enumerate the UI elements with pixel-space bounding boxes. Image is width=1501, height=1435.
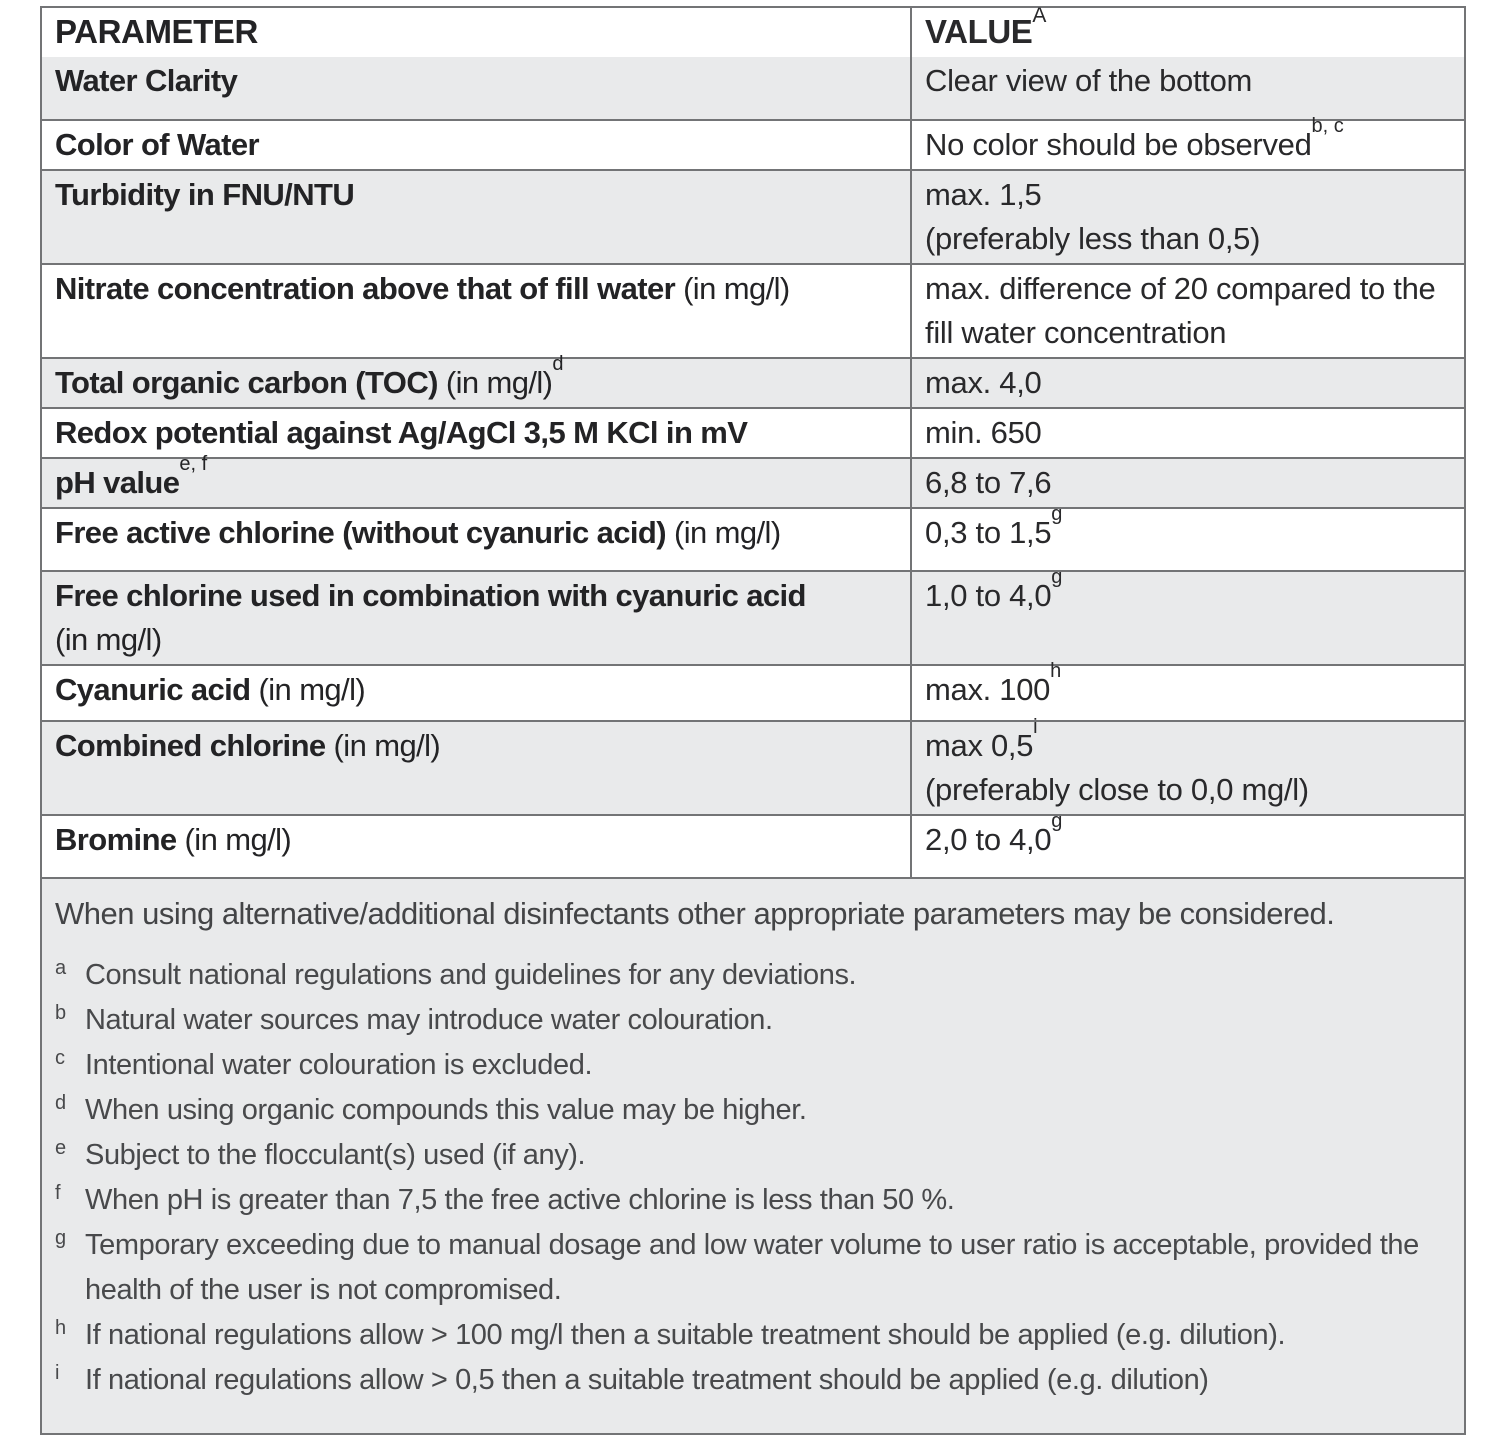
parameter-cell bbox=[42, 121, 910, 169]
value-text: 1,0 to 4,0 bbox=[925, 578, 1052, 613]
value-line bbox=[925, 715, 1454, 768]
parameter-cell bbox=[42, 452, 910, 507]
value-cell bbox=[910, 57, 1464, 119]
table-row bbox=[42, 565, 1464, 664]
value-line bbox=[925, 659, 1454, 712]
value-line bbox=[925, 361, 1454, 405]
parameter-unit: (in mg/l) bbox=[55, 622, 162, 657]
footnote bbox=[55, 1088, 1440, 1133]
footnote-mark: a bbox=[55, 957, 66, 979]
parameter-unit: (in mg/l) bbox=[176, 822, 292, 857]
value-text: (preferably close to 0,0 mg/l) bbox=[925, 772, 1309, 807]
parameter-name: Nitrate concentration above that of fill water bbox=[55, 271, 676, 306]
table-row bbox=[42, 452, 1464, 507]
parameter-name: Total organic carbon (TOC) bbox=[55, 365, 438, 400]
footnote bbox=[55, 1133, 1440, 1178]
parameter-unit: (in mg/l) bbox=[250, 672, 366, 707]
footnote-ref: h bbox=[1050, 659, 1062, 682]
value-cell bbox=[910, 459, 1464, 507]
value-line bbox=[925, 217, 1454, 261]
value-line bbox=[925, 59, 1454, 103]
value-cell bbox=[910, 809, 1464, 877]
parameter-cell bbox=[42, 265, 910, 357]
value-cell bbox=[910, 502, 1464, 570]
table-body bbox=[42, 57, 1464, 877]
value-text: max. difference of 20 compared to the fill water concentration bbox=[925, 271, 1436, 350]
value-cell bbox=[910, 659, 1464, 720]
footnote-mark: c bbox=[55, 1047, 65, 1069]
table-row bbox=[42, 169, 1464, 263]
value-text: (preferably less than 0,5) bbox=[925, 221, 1261, 256]
parameter-cell bbox=[42, 572, 910, 664]
table-row bbox=[42, 715, 1464, 814]
value-text: max. 100 bbox=[925, 672, 1051, 707]
footnote-text: When pH is greater than 7,5 the free active chlorine is less than 50 %. bbox=[85, 1184, 955, 1216]
water-parameter-table bbox=[40, 3, 1466, 1435]
parameter-name: Bromine bbox=[55, 822, 177, 857]
footnote bbox=[55, 1313, 1440, 1358]
footnote-text: Temporary exceeding due to manual dosage and low water volume to user ratio is acceptable, provided the health of the user is not compromised. bbox=[85, 1229, 1419, 1306]
footnote-text: Consult national regulations and guidelines for any deviations. bbox=[85, 959, 857, 991]
value-text: max. 4,0 bbox=[925, 365, 1042, 400]
value-text: max 0,5 bbox=[925, 728, 1034, 763]
parameter-cell bbox=[42, 57, 910, 119]
parameter-cell bbox=[42, 722, 910, 814]
parameter-unit: (in mg/l) bbox=[675, 271, 790, 306]
table-row bbox=[42, 352, 1464, 407]
value-text: 6,8 to 7,6 bbox=[925, 465, 1052, 500]
parameter-name: Cyanuric acid bbox=[55, 672, 251, 707]
footnote-text: Intentional water colouration is excluded. bbox=[85, 1049, 593, 1081]
footnote-ref: g bbox=[1051, 809, 1063, 832]
value-cell bbox=[910, 565, 1464, 664]
parameter-unit: (in mg/l) bbox=[666, 515, 781, 550]
value-line bbox=[925, 173, 1454, 217]
value-text: min. 650 bbox=[925, 415, 1042, 450]
value-line bbox=[925, 411, 1454, 455]
value-line bbox=[925, 114, 1454, 167]
value-text: 0,3 to 1,5 bbox=[925, 515, 1052, 550]
value-cell bbox=[910, 409, 1464, 457]
parameter-name: Free active chlorine (without cyanuric acid) bbox=[55, 515, 666, 550]
value-line bbox=[925, 461, 1454, 505]
footnote bbox=[55, 1358, 1440, 1403]
table-row bbox=[42, 659, 1464, 720]
value-line bbox=[925, 502, 1454, 555]
footnote-text: When using organic compounds this value may be higher. bbox=[85, 1094, 807, 1126]
footnote-list bbox=[55, 953, 1440, 1403]
footnote-mark: g bbox=[55, 1227, 66, 1249]
footnote bbox=[55, 998, 1440, 1043]
table-row bbox=[42, 57, 1464, 119]
footnote bbox=[55, 953, 1440, 998]
table-header-row bbox=[42, 3, 1464, 57]
parameter-name: Combined chlorine bbox=[55, 728, 326, 763]
parameter-cell bbox=[42, 666, 910, 720]
footnote-ref: A bbox=[1032, 3, 1047, 27]
value-text: Clear view of the bottom bbox=[925, 63, 1253, 98]
table-row bbox=[42, 114, 1464, 169]
parameter-name: Redox potential against Ag/AgCl 3,5 M KCl in mV bbox=[55, 415, 748, 450]
footnote-text: Natural water sources may introduce water colouration. bbox=[85, 1004, 773, 1036]
footnote-ref: g bbox=[1051, 565, 1063, 588]
header-value-label: VALUE bbox=[925, 13, 1033, 50]
footnote-intro: When using alternative/additional disinfectants other appropriate parameters may be considered. bbox=[55, 896, 1335, 931]
footnote-mark: b bbox=[55, 1002, 66, 1024]
footnote-ref: g bbox=[1051, 502, 1063, 525]
value-text: max. 1,5 bbox=[925, 177, 1042, 212]
parameter-name: pH value bbox=[55, 465, 180, 500]
parameter-unit: (in mg/l) bbox=[325, 728, 441, 763]
parameter-name: Free chlorine used in combination with cyanuric acid bbox=[55, 578, 806, 613]
table-row bbox=[42, 502, 1464, 570]
table-row bbox=[42, 809, 1464, 877]
footnote-text: If national regulations allow > 0,5 then a suitable treatment should be applied (e.g. dilution) bbox=[85, 1364, 1209, 1396]
footnote-ref: d bbox=[552, 352, 564, 375]
value-line bbox=[925, 768, 1454, 812]
parameter-cell bbox=[42, 509, 910, 570]
value-text: No color should be observed bbox=[925, 127, 1312, 162]
footnote-text: Subject to the flocculant(s) used (if any). bbox=[85, 1139, 586, 1171]
parameter-cell bbox=[42, 352, 910, 407]
footnote bbox=[55, 1043, 1440, 1088]
header-cell-value bbox=[910, 3, 1464, 57]
footnote-ref: i bbox=[1033, 715, 1038, 738]
value-cell bbox=[910, 114, 1464, 169]
parameter-cell bbox=[42, 171, 910, 263]
value-cell bbox=[910, 265, 1464, 357]
value-cell bbox=[910, 171, 1464, 263]
parameter-name: Water Clarity bbox=[55, 63, 238, 98]
value-cell bbox=[910, 359, 1464, 407]
parameter-name: Turbidity in FNU/NTU bbox=[55, 177, 355, 212]
parameter-cell bbox=[42, 409, 910, 457]
header-cell-parameter bbox=[42, 8, 910, 57]
footnote bbox=[55, 1178, 1440, 1223]
value-text: 2,0 to 4,0 bbox=[925, 822, 1052, 857]
footnote-ref: b, c bbox=[1311, 114, 1344, 137]
footnote-mark: e bbox=[55, 1137, 66, 1159]
table-row bbox=[42, 263, 1464, 357]
value-cell bbox=[910, 715, 1464, 814]
footnote-section bbox=[42, 877, 1464, 1433]
parameter-cell bbox=[42, 816, 910, 877]
parameter-unit: (in mg/l) bbox=[437, 365, 553, 400]
footnote-mark: h bbox=[55, 1317, 66, 1339]
footnote-mark: i bbox=[55, 1362, 60, 1384]
value-line bbox=[925, 267, 1454, 355]
parameter-name: Color of Water bbox=[55, 127, 259, 162]
footnote-mark: f bbox=[55, 1182, 61, 1204]
footnote bbox=[55, 1223, 1440, 1313]
table-row bbox=[42, 407, 1464, 457]
value-line bbox=[925, 565, 1454, 618]
footnote-mark: d bbox=[55, 1092, 66, 1114]
footnote-text: If national regulations allow > 100 mg/l then a suitable treatment should be applied (e.g. dilution). bbox=[85, 1319, 1286, 1351]
value-line bbox=[925, 809, 1454, 862]
footnote-ref: e, f bbox=[179, 452, 208, 475]
header-parameter-label: PARAMETER bbox=[55, 13, 258, 50]
